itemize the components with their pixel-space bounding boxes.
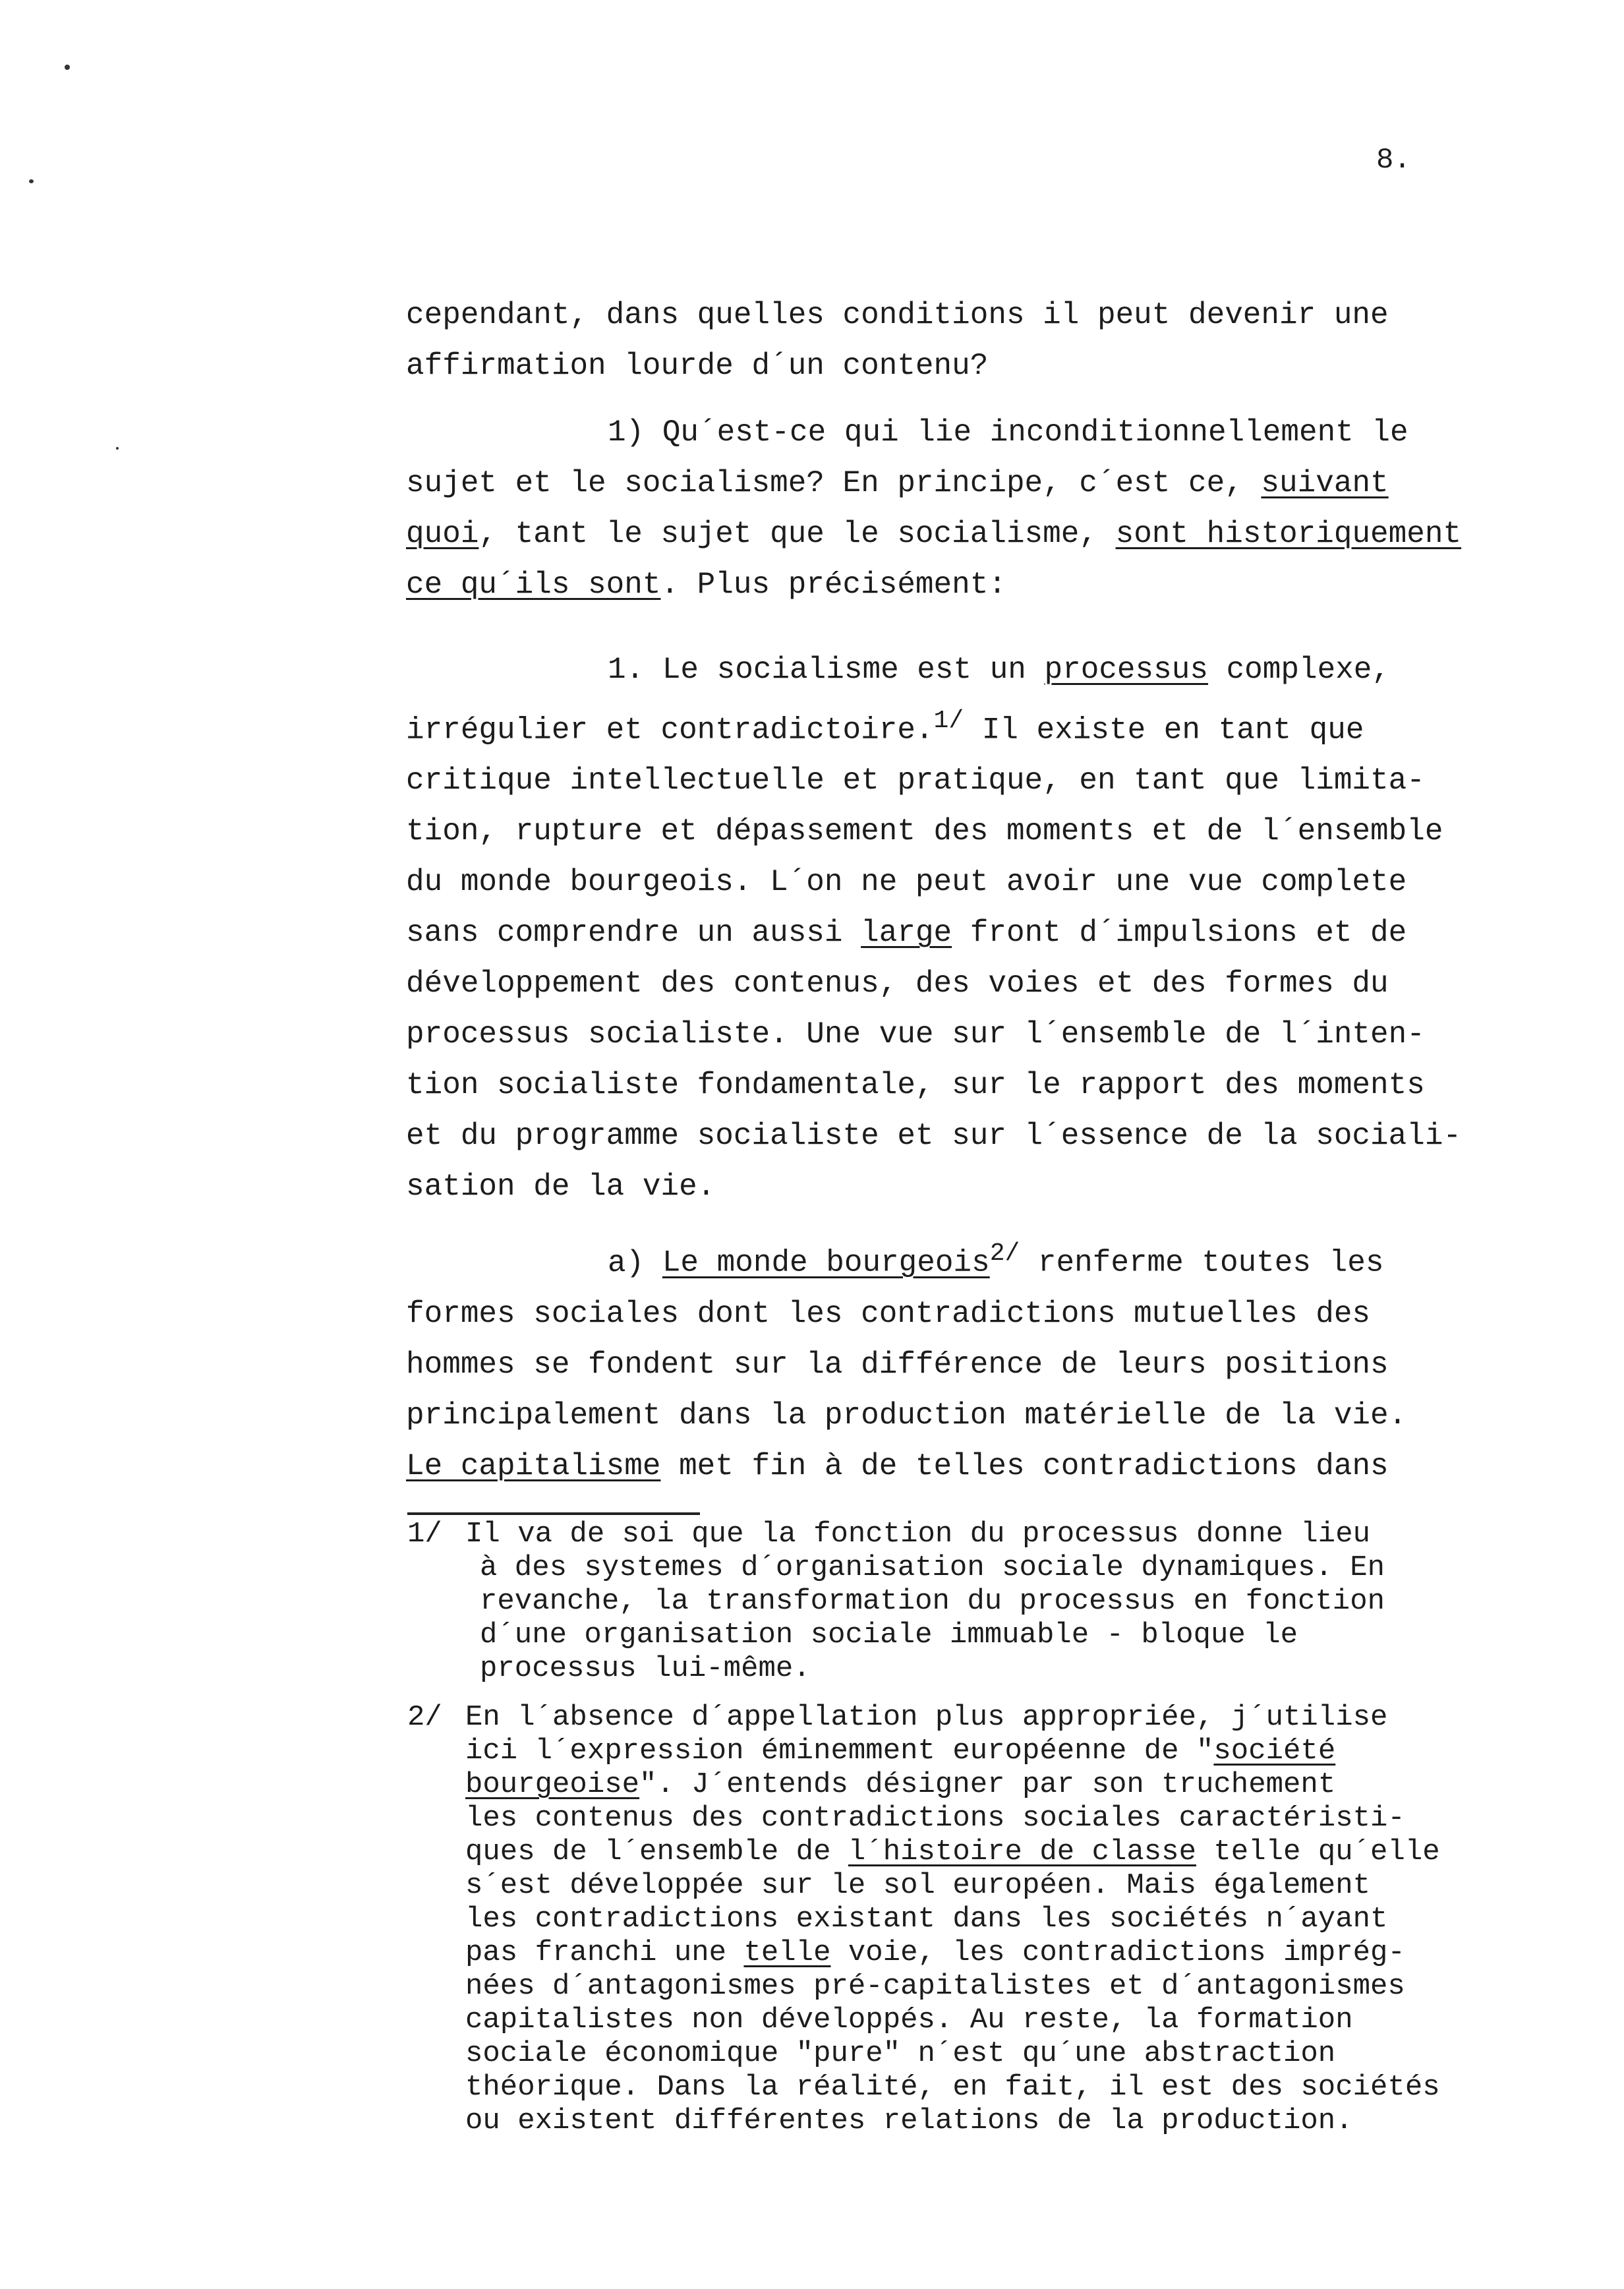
footnote-ref-2: 2/ [989,1239,1020,1268]
main-text [406,290,1586,1492]
text-line: a) [608,1245,662,1280]
underlined-text: société [1213,1735,1336,1768]
underlined-text: processus [1044,653,1208,687]
footnote-body [465,1701,1600,2138]
underlined-text: telle [743,1936,831,1969]
text-line: sans comprendre un aussi [406,916,861,951]
underlined-text: quoi [406,517,479,551]
underlined-text: Le capitalisme [406,1448,661,1483]
footnote-line: sociale économique "pure" n´est qu´une abstraction [465,2037,1336,2070]
text-line: du monde bourgeois. L´on ne peut avoir une vue complete [406,865,1407,900]
footnote-line: ". J´entends désigner par son truchement [639,1768,1336,1801]
text-line: et du programme socialiste et sur l´essence de la sociali- [406,1119,1462,1154]
text-line: processus socialiste. Une vue sur l´ensemble de l´inten- [406,1017,1425,1052]
footnote-line: d´une organisation sociale immuable - bloque le [480,1619,1298,1651]
text-line: développement des contenus, des voies et des formes du [406,966,1389,1001]
footnote-line: s´est développée sur le sol européen. Mais également [465,1869,1371,1902]
text-line: tion, rupture et dépassement des moments et de l´ensemble [406,814,1443,849]
footnote-body [465,1518,1600,1686]
text-line: , tant le sujet que le socialisme, [478,517,1116,551]
text-line: hommes se fondent sur la différence de leurs positions [406,1347,1389,1382]
text-line: principalement dans la production matérielle de la vie. [406,1398,1407,1433]
footnote-line: les contradictions existant dans les sociétés n´ayant [465,1903,1388,1936]
paragraph-intro [406,290,1586,392]
footnote-line: revanche, la transformation du processus en fonction [480,1585,1385,1618]
footnote-line: En l´absence d´appellation plus appropriée, j´utilise [465,1701,1388,1734]
text-line: cependant, dans quelles conditions il peut devenir une [406,298,1389,332]
paragraph-question [406,407,1586,610]
footnote-2 [407,1701,1600,2138]
footnote-line: telle qu´elle [1196,1835,1440,1868]
footnote-line: processus lui-même. [480,1652,811,1685]
text-line: renferme toutes les [1020,1245,1384,1280]
footnote-ref-1: 1/ [933,707,964,735]
footnote-line: ques de l´ensemble de [465,1835,848,1868]
footnote-1 [407,1518,1600,1686]
underlined-text: l´histoire de classe [848,1835,1196,1868]
text-line: 1. Le socialisme est un [608,653,1045,687]
footnote-separator [407,1512,700,1515]
footnote-line: pas franchi une [465,1936,744,1969]
footnote-line: ici l´expression éminemment européenne de " [465,1735,1214,1768]
text-line: sujet et le socialisme? En principe, c´est ce, [406,466,1262,500]
paragraph-socialism [406,645,1586,1212]
text-line: sation de la vie. [406,1170,716,1204]
text-line: formes sociales dont les contradictions mutuelles des [406,1296,1371,1331]
scan-speck [116,447,119,450]
footnote-line: théorique. Dans la réalité, en fait, il est des sociétés [465,2071,1440,2104]
text-line: 1) Qu´est-ce qui lie inconditionnellement le [608,415,1408,450]
underlined-text: suivant [1261,466,1389,500]
footnote-line: à des systemes d´organisation sociale dynamiques. En [480,1551,1385,1584]
footnote-line: voie, les contradictions imprég- [830,1936,1405,1969]
text-line: front d´impulsions et de [952,916,1407,951]
page-number: 8. [1376,144,1411,177]
underlined-text: large [861,916,952,951]
underlined-text: ce qu´ils sont [406,568,661,602]
scan-speck [65,65,70,70]
footnote-line: capitalistes non développés. Au reste, la formation [465,2004,1353,2036]
paragraph-bourgeois [406,1228,1586,1491]
text-line: Il existe en tant que [964,713,1364,748]
footnote-marker: 1/ [407,1518,442,1551]
underlined-text: bourgeoise [465,1768,640,1801]
text-line: critique intellectuelle et pratique, en tant que limita- [406,763,1425,798]
text-line: . Plus précisément: [660,568,1006,602]
text-line: complexe, [1207,653,1391,687]
underlined-text: sont historiquement [1115,517,1462,551]
footnote-line: Il va de soi que la fonction du processus donne lieu [465,1518,1371,1551]
text-line: tion socialiste fondamentale, sur le rapport des moments [406,1068,1425,1103]
underlined-text: Le monde bourgeois [662,1245,990,1280]
footnote-marker: 2/ [407,1701,442,1734]
footnote-line: les contenus des contradictions sociales caractéristi- [465,1802,1405,1835]
text-line: irrégulier et contradictoire. [406,713,934,748]
footnote-line: nées d´antagonismes pré-capitalistes et d´antagonismes [465,1970,1405,2003]
text-line: met fin à de telles contradictions dans [660,1448,1389,1483]
scan-speck [29,179,34,183]
text-line: affirmation lourde d´un contenu? [406,349,989,383]
footnotes [407,1518,1600,2138]
footnote-line: ou existent différentes relations de la production. [465,2104,1353,2137]
